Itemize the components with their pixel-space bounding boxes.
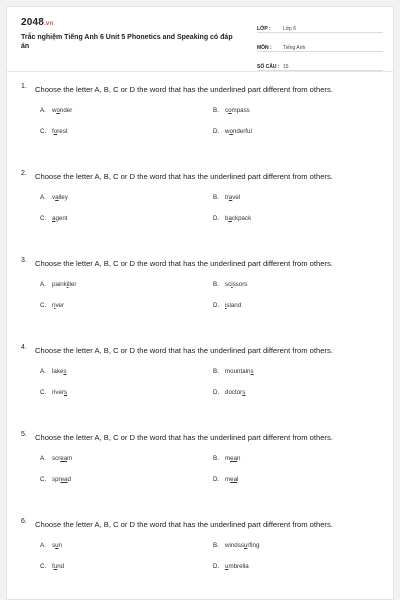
option-word-suffix: ckpack <box>231 215 252 222</box>
option-word-underlined: u <box>53 563 58 570</box>
option-letter: A. <box>40 542 46 549</box>
option-word-prefix: paink <box>52 281 67 288</box>
option-letter: C. <box>40 215 47 222</box>
option-word-underlined: a <box>228 215 232 222</box>
option-word-suffix: d <box>67 476 71 483</box>
answer-option-a[interactable] <box>40 455 72 462</box>
option-word-underlined: u <box>243 542 248 549</box>
option-letter: A. <box>40 107 46 114</box>
question-item <box>7 257 394 344</box>
option-word-suffix: nder <box>59 107 73 114</box>
answer-option-b[interactable] <box>213 368 254 375</box>
site-logo[interactable] <box>21 17 53 28</box>
option-word-prefix: scr <box>52 455 61 462</box>
option-letter: A. <box>40 455 46 462</box>
option-letter: D. <box>213 563 220 570</box>
answer-option-d[interactable] <box>213 128 252 135</box>
answer-option-b[interactable] <box>213 542 259 549</box>
option-word-suffix: n <box>58 542 62 549</box>
option-letter: C. <box>40 476 47 483</box>
option-word-suffix: mbrella <box>228 563 249 570</box>
option-word-prefix: m <box>225 476 231 483</box>
option-word-underlined: ea <box>230 455 238 462</box>
quiz-sheet <box>6 6 394 600</box>
option-letter: D. <box>213 215 220 222</box>
option-letter: B. <box>213 281 219 288</box>
question-header <box>7 518 394 532</box>
question-item <box>7 518 394 600</box>
option-word-underlined: o <box>228 107 232 114</box>
option-letter: D. <box>213 128 220 135</box>
question-header <box>7 431 394 445</box>
option-word-suffix: rfing <box>247 542 260 549</box>
option-word-prefix: mountain <box>225 368 251 375</box>
option-word-suffix: rest <box>57 128 68 135</box>
answer-option-d[interactable] <box>213 563 249 570</box>
question-number: 1. <box>21 83 27 90</box>
answer-option-c[interactable] <box>40 563 64 570</box>
meta-subject-row <box>257 37 383 52</box>
logo-suffix-text: .vn <box>44 21 54 27</box>
meta-class-row <box>257 18 383 33</box>
answer-option-d[interactable] <box>213 389 245 396</box>
answer-options <box>7 107 394 151</box>
answer-option-b[interactable] <box>213 107 250 114</box>
option-word-underlined: i <box>225 302 227 309</box>
option-word-suffix: ller <box>68 281 77 288</box>
meta-subject-label: MÔN : <box>257 45 272 51</box>
option-word-prefix: river <box>52 389 65 396</box>
option-word-prefix: spr <box>52 476 61 483</box>
option-word-underlined: s <box>64 389 68 396</box>
answer-option-d[interactable] <box>213 476 238 483</box>
option-word-underlined: ea <box>60 455 68 462</box>
option-word-underlined: o <box>53 128 58 135</box>
option-letter: B. <box>213 194 219 201</box>
option-word-prefix: r <box>52 302 55 309</box>
option-word-underlined: a <box>228 194 233 201</box>
answer-options <box>7 368 394 412</box>
meta-count-value: 15 <box>283 64 289 70</box>
question-item <box>7 83 394 170</box>
question-header <box>7 83 394 97</box>
answer-option-a[interactable] <box>40 368 66 375</box>
answer-option-c[interactable] <box>40 215 68 222</box>
option-letter: C. <box>40 389 47 396</box>
option-word-underlined: u <box>225 563 229 570</box>
option-word-underlined: a <box>52 215 56 222</box>
question-text: Choose the letter A, B, C or D the word that has the underlined part different from others. <box>35 346 333 355</box>
option-word-underlined: i <box>66 281 69 288</box>
option-word-suffix: sland <box>226 302 242 309</box>
option-word-underlined: s <box>63 368 67 375</box>
answer-option-c[interactable] <box>40 389 67 396</box>
option-word-underlined: i <box>231 281 233 288</box>
meta-class-value: Lớp 6 <box>283 26 297 32</box>
question-text: Choose the letter A, B, C or D the word that has the underlined part different from others. <box>35 520 333 529</box>
option-letter: C. <box>40 128 47 135</box>
answer-options <box>7 281 394 325</box>
option-letter: A. <box>40 281 46 288</box>
answer-option-a[interactable] <box>40 542 62 549</box>
question-number: 4. <box>21 344 27 351</box>
question-header <box>7 344 394 358</box>
question-number: 2. <box>21 170 27 177</box>
question-item <box>7 170 394 257</box>
answer-options <box>7 194 394 238</box>
answer-options <box>7 455 394 499</box>
option-word-underlined: i <box>54 302 56 309</box>
option-letter: D. <box>213 302 220 309</box>
option-word-prefix: f <box>52 128 54 135</box>
page-header <box>7 7 393 72</box>
option-word-prefix: lake <box>52 368 64 375</box>
question-text: Choose the letter A, B, C or D the word that has the underlined part different from others. <box>35 433 333 442</box>
question-item <box>7 431 394 518</box>
option-word-prefix: v <box>52 194 56 201</box>
question-text: Choose the letter A, B, C or D the word that has the underlined part different from others. <box>35 259 333 268</box>
option-word-suffix: vel <box>232 194 241 201</box>
option-word-underlined: u <box>55 542 59 549</box>
option-word-prefix: m <box>225 455 231 462</box>
question-number: 3. <box>21 257 27 264</box>
option-word-prefix: w <box>225 128 230 135</box>
meta-count-row <box>257 56 383 71</box>
answer-options <box>7 542 394 586</box>
option-letter: C. <box>40 563 47 570</box>
option-word-prefix: s <box>52 542 56 549</box>
option-word-underlined: ea <box>230 476 238 483</box>
option-word-prefix: c <box>225 107 229 114</box>
meta-info <box>257 18 383 75</box>
option-word-prefix: tr <box>225 194 229 201</box>
option-letter: A. <box>40 194 46 201</box>
option-word-prefix: sc <box>225 281 232 288</box>
option-word-suffix: n <box>237 455 241 462</box>
meta-count-label: SỐ CÂU : <box>257 64 280 70</box>
option-word-suffix: m <box>67 455 73 462</box>
option-word-suffix: lley <box>58 194 68 201</box>
question-text: Choose the letter A, B, C or D the word that has the underlined part different from others. <box>35 85 333 94</box>
logo-main-text: 2048 <box>21 17 45 28</box>
answer-option-a[interactable] <box>40 194 68 201</box>
question-item <box>7 344 394 431</box>
option-word-prefix: w <box>52 107 57 114</box>
option-word-suffix: l <box>237 476 239 483</box>
answer-option-c[interactable] <box>40 128 68 135</box>
answer-option-c[interactable] <box>40 302 64 309</box>
option-word-suffix: ver <box>55 302 65 309</box>
option-word-underlined: a <box>55 194 59 201</box>
option-letter: D. <box>213 476 220 483</box>
option-word-prefix: b <box>225 215 229 222</box>
meta-class-label: LỚP : <box>257 26 271 32</box>
option-word-suffix: nd <box>57 563 65 570</box>
option-word-prefix: f <box>52 563 54 570</box>
option-word-suffix: ssors <box>232 281 248 288</box>
question-text: Choose the letter A, B, C or D the word that has the underlined part different from others. <box>35 172 333 181</box>
answer-option-b[interactable] <box>213 194 240 201</box>
question-list <box>7 83 394 600</box>
answer-option-b[interactable] <box>213 455 241 462</box>
answer-option-b[interactable] <box>213 281 247 288</box>
answer-option-c[interactable] <box>40 476 71 483</box>
option-word-prefix: doctor <box>225 389 243 396</box>
option-word-suffix: gent <box>55 215 68 222</box>
question-number: 6. <box>21 518 27 525</box>
option-word-underlined: s <box>250 368 254 375</box>
answer-option-a[interactable] <box>40 107 72 114</box>
option-letter: B. <box>213 455 219 462</box>
answer-option-a[interactable] <box>40 281 76 288</box>
option-letter: B. <box>213 107 219 114</box>
option-word-suffix: mpass <box>231 107 250 114</box>
option-word-suffix: nderful <box>232 128 252 135</box>
option-letter: D. <box>213 389 220 396</box>
option-word-underlined: s <box>242 389 246 396</box>
option-letter: B. <box>213 542 219 549</box>
question-header <box>7 170 394 184</box>
question-header <box>7 257 394 271</box>
option-word-prefix: windss <box>225 542 244 549</box>
page-title: Trắc nghiệm Tiếng Anh 6 Unit 5 Phonetics and Speaking có đáp án <box>21 34 233 50</box>
option-letter: B. <box>213 368 219 375</box>
meta-subject-value: Tiếng Anh <box>283 45 306 51</box>
answer-option-d[interactable] <box>213 215 251 222</box>
option-word-underlined: o <box>229 128 233 135</box>
option-word-underlined: ea <box>60 476 68 483</box>
question-number: 5. <box>21 431 27 438</box>
option-letter: A. <box>40 368 46 375</box>
answer-option-d[interactable] <box>213 302 241 309</box>
option-letter: C. <box>40 302 47 309</box>
option-word-underlined: o <box>56 107 60 114</box>
